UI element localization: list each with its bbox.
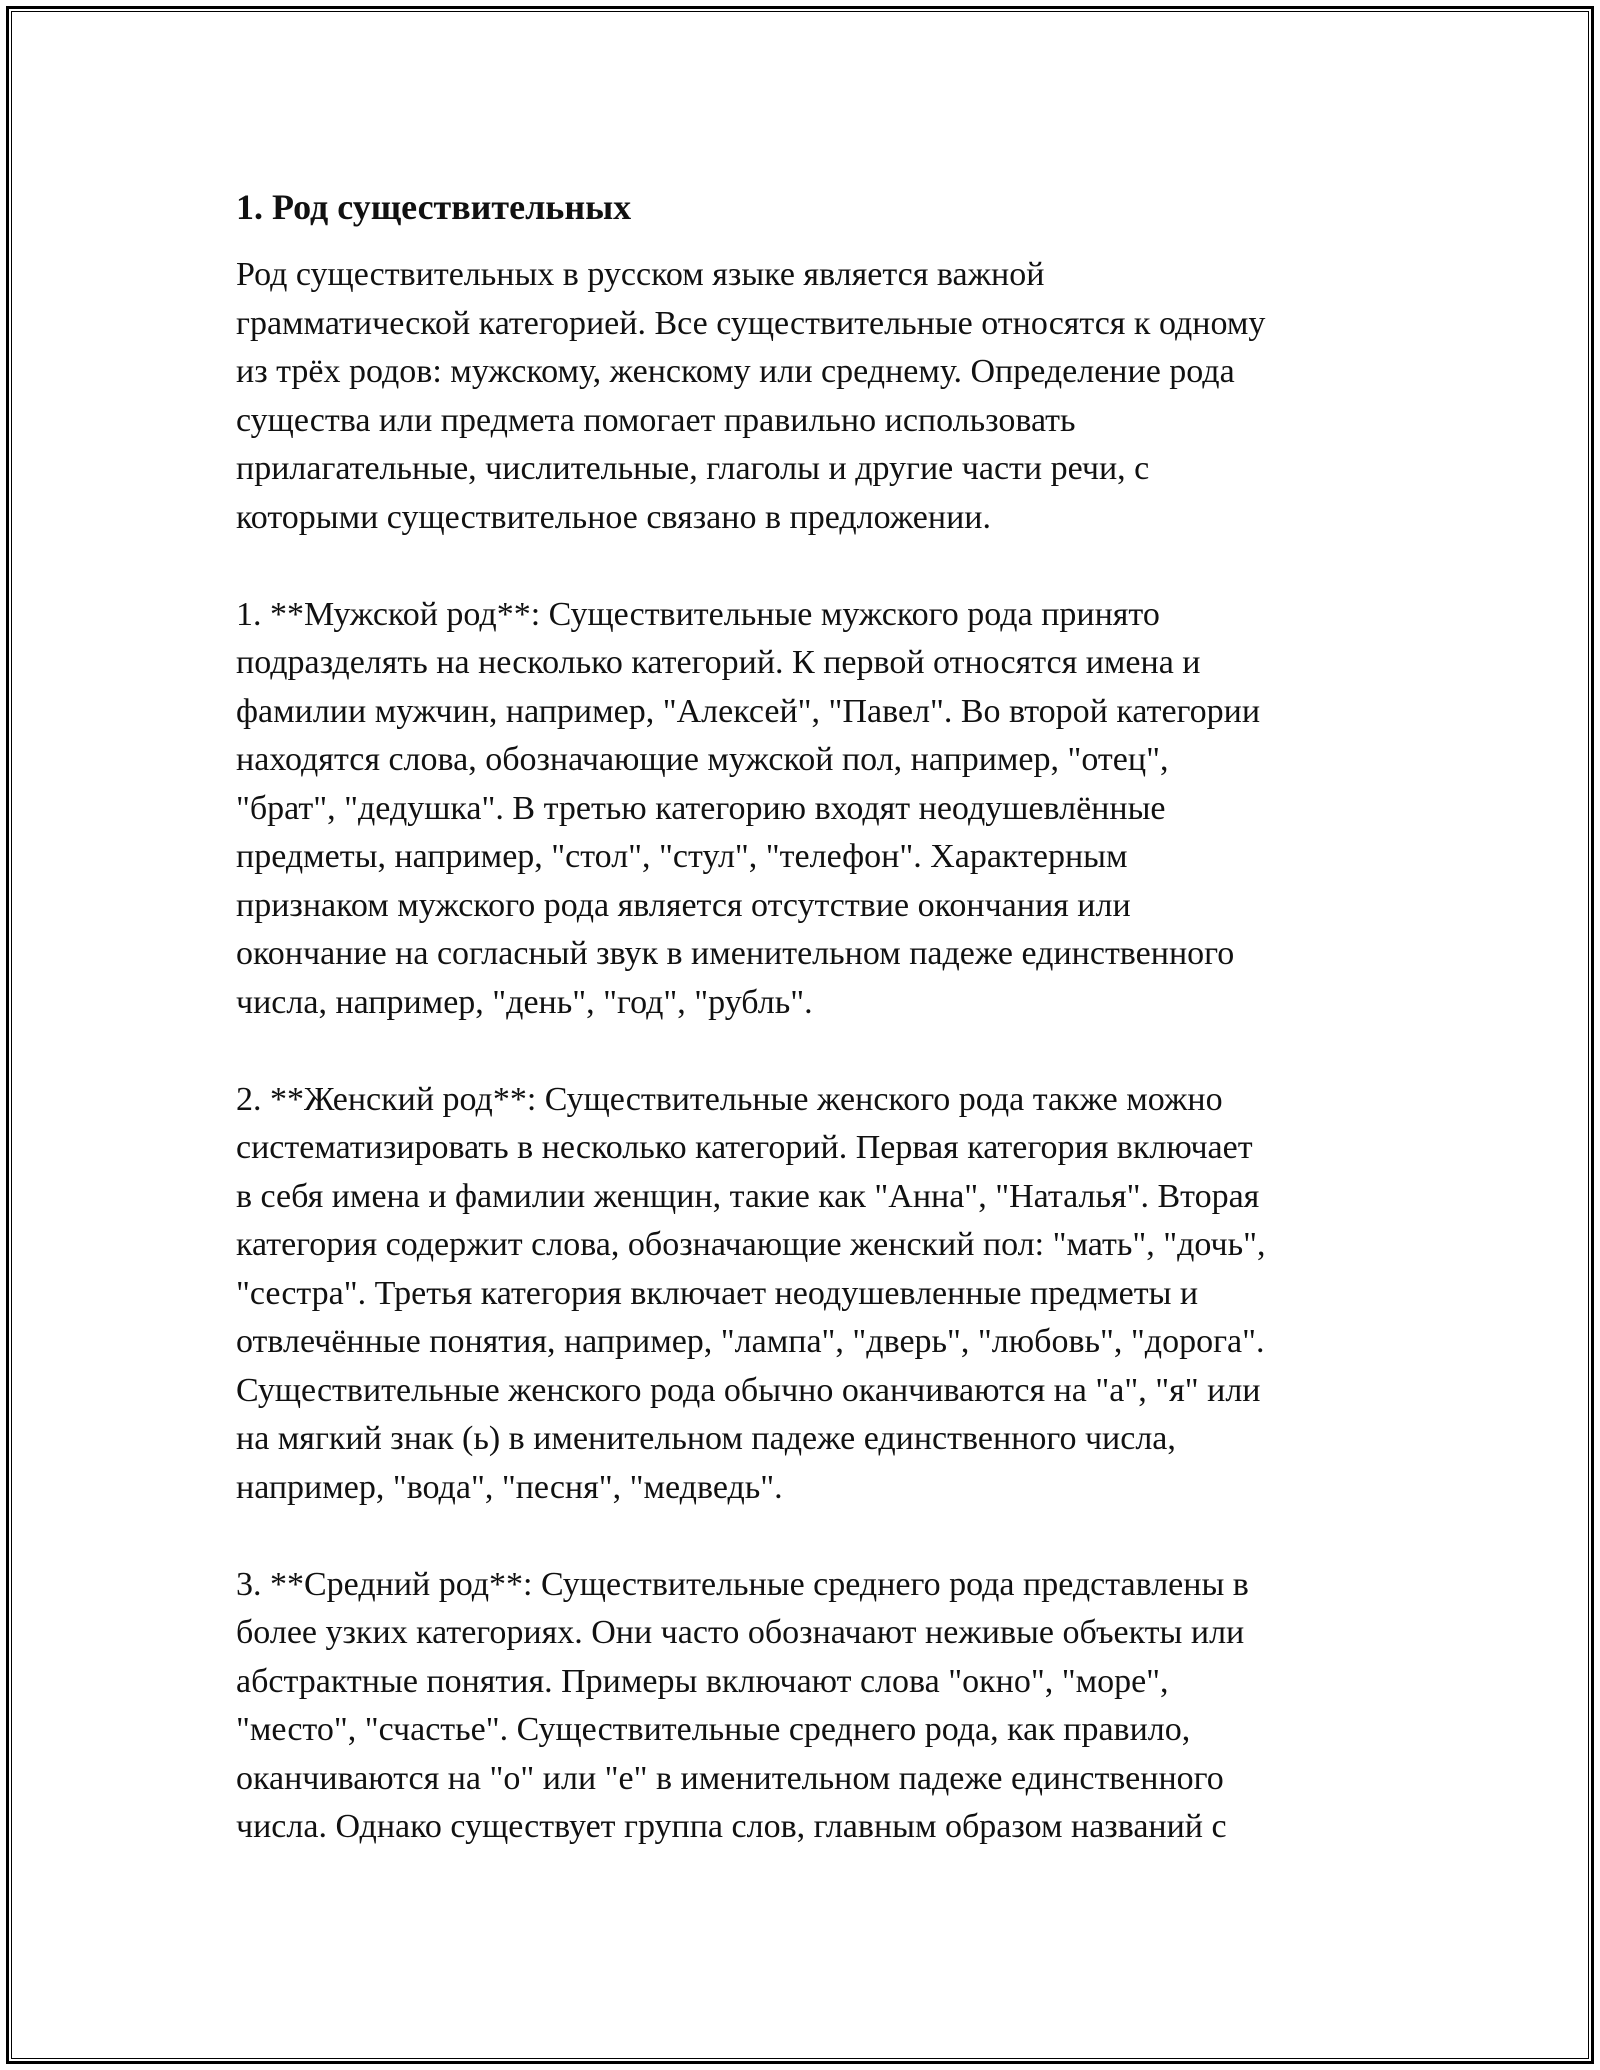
document-body <box>236 186 1366 1900</box>
feminine-gender-paragraph: 2. **Женский род**: Существительные женского рода также можно систематизировать в несколько категорий. Первая категория включает в себя имена и фамилии женщин, такие как "Анна", "Наталья". Вторая категория содержит слова, обозначающие женский пол: "мать", "дочь", "сестра". Третья категория включает неодушевленные предметы и отвлечённые понятия, например, "лампа", "дверь", "любовь", "дорога". Существительные женского рода обычно оканчиваются на "а", "я" или на мягкий знак (ь) в именительном падеже единственного числа, например, "вода", "песня", "медведь". <box>236 1080 1266 1506</box>
section-heading: 1. Род существительных <box>236 187 632 227</box>
neuter-gender-paragraph: 3. **Средний род**: Существительные среднего рода представлены в более узких категориях. Они часто обозначают неживые объекты или абстрактные понятия. Примеры включают слова "окно", "море", "место", "счастье". Существительные среднего рода, как правило, оканчиваются на "о" или "е" в именительном падеже единственного числа. Однако существует группа слов, главным образом названий с <box>236 1565 1249 1846</box>
intro-paragraph: Род существительных в русском языке является важной грамматической категорией. Все существительные относятся к одному из трёх родов: мужскому, женскому или среднему. Определение рода существа или предмета помогает правильно использовать прилагательные, числительные, глаголы и другие части речи, с которыми существительное связано в предложении. <box>236 256 1266 536</box>
masculine-gender-paragraph: 1. **Мужской род**: Существительные мужского рода принято подразделять на несколько категорий. К первой относятся имена и фамилии мужчин, например, "Алексей", "Павел". Во второй категории находятся слова, обозначающие мужской пол, например, "отец", "брат", "дедушка". В третью категорию входят неодушевлённые предметы, например, "стол", "стул", "телефон". Характерным признаком мужского рода является отсутствие окончания или окончание на согласный звук в именительном падеже единственного числа, например, "день", "год", "рубль". <box>236 595 1261 1021</box>
